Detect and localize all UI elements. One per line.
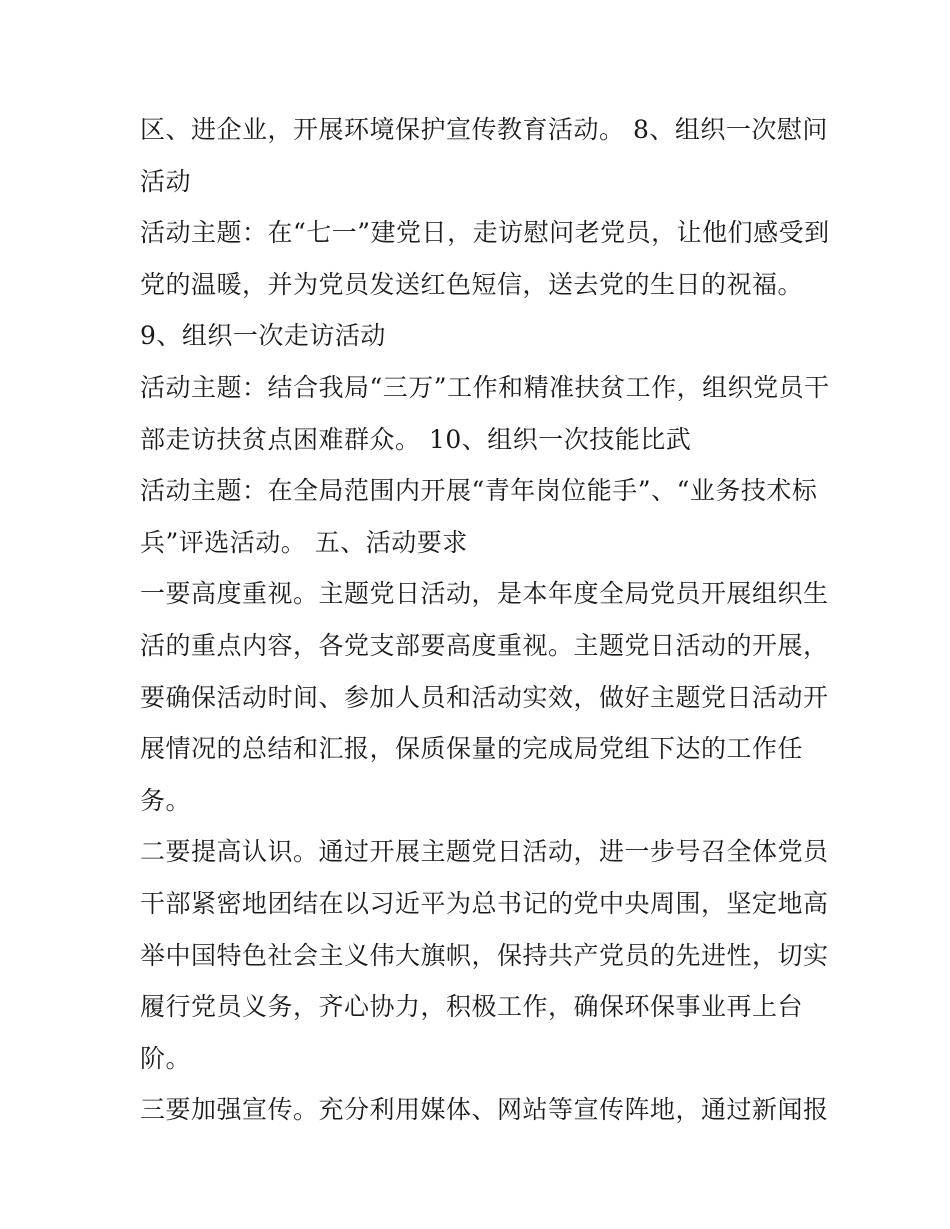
text-line: 一要高度重视。主题党日活动，是本年度全局党员开展组织生 bbox=[140, 579, 829, 609]
text-line: 党的温暖，并为党员发送红色短信，送去党的生日的祝福。 bbox=[140, 269, 804, 299]
text-line: 展情况的总结和汇报，保质保量的完成局党组下达的工作任 bbox=[140, 734, 804, 764]
text-line: 要确保活动时间、参加人员和活动实效，做好主题党日活动开 bbox=[140, 682, 829, 712]
text-line: 兵”评选活动。 五、活动要求 bbox=[140, 527, 468, 557]
text-line: 履行党员义务，齐心协力，积极工作，确保环保事业再上台 bbox=[140, 992, 804, 1022]
document-body bbox=[140, 104, 830, 1136]
text-line: 干部紧密地团结在以习近平为总书记的党中央周围，坚定地高 bbox=[140, 888, 829, 918]
text-line: 阶。 bbox=[140, 1043, 192, 1073]
text-line: 部走访扶贫点困难群众。 10、组织一次技能比武 bbox=[140, 424, 692, 454]
text-line: 三要加强宣传。充分利用媒体、网站等宣传阵地，通过新闻报 bbox=[140, 1095, 829, 1125]
text-line: 活动主题：在“七一”建党日，走访慰问老党员，让他们感受到 bbox=[140, 218, 830, 248]
text-line: 务。 bbox=[140, 785, 192, 815]
text-line: 区、进企业，开展环境保护宣传教育活动。 8、组织一次慰问 bbox=[140, 115, 828, 144]
text-line: 二要提高认识。通过开展主题党日活动，进一步号召全体党员 bbox=[140, 837, 829, 867]
text-line: 举中国特色社会主义伟大旗帜，保持共产党员的先进性，切实 bbox=[140, 940, 829, 970]
text-line: 9、组织一次走访活动 bbox=[140, 321, 386, 351]
text-line: 活动 bbox=[140, 166, 192, 196]
text-line: 活动主题：结合我局“三万”工作和精准扶贫工作，组织党员干 bbox=[140, 372, 830, 402]
text-line: 活的重点内容，各党支部要高度重视。主题党日活动的开展， bbox=[140, 630, 829, 660]
text-line: 活动主题：在全局范围内开展“青年岗位能手”、“业务技术标 bbox=[140, 476, 818, 506]
